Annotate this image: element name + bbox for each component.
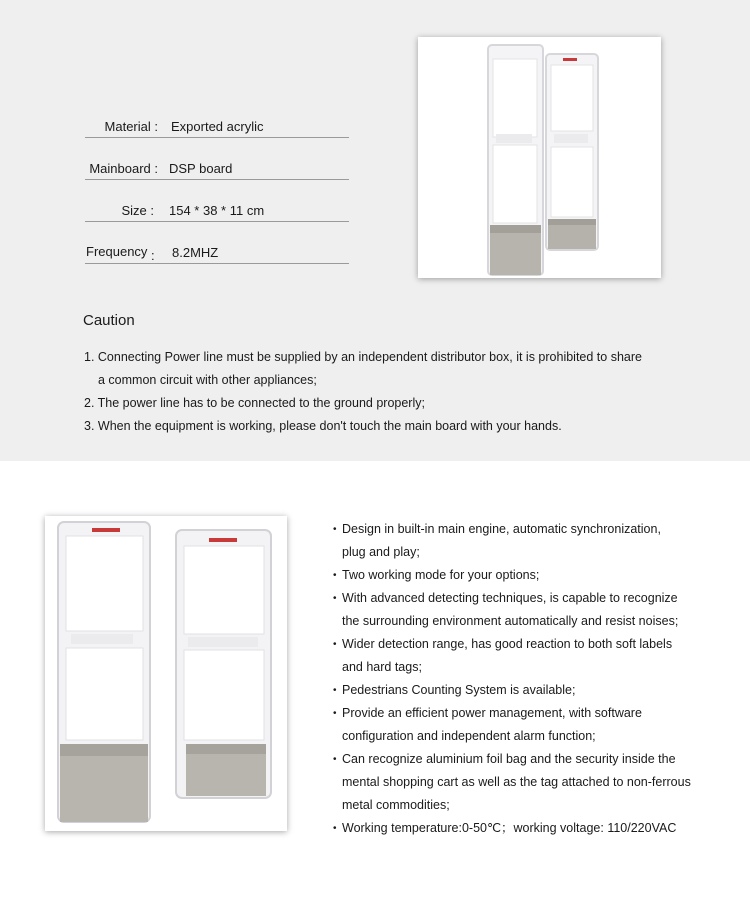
feature-item bbox=[333, 748, 743, 817]
spec-label: Mainboard : bbox=[89, 161, 158, 176]
spec-row-frequency bbox=[85, 221, 349, 264]
eas-gate-pair-illustration bbox=[45, 516, 287, 831]
feature-item bbox=[333, 587, 743, 633]
spec-label: Frequency bbox=[86, 244, 148, 259]
feature-item bbox=[333, 817, 743, 840]
spec-label: Material : bbox=[104, 119, 158, 134]
spec-value: Exported acrylic bbox=[171, 119, 264, 134]
feature-line: • Can recognize aluminium foil bag and the security inside the bbox=[342, 752, 676, 766]
feature-line: • Wider detection range, has good reaction to both soft labels bbox=[342, 637, 673, 651]
eas-gate-pair-illustration bbox=[418, 37, 661, 278]
feature-line: • Two working mode for your options; bbox=[342, 568, 540, 582]
spec-row-size bbox=[85, 179, 349, 222]
feature-item bbox=[333, 679, 743, 702]
product-photo-bottom bbox=[45, 516, 287, 831]
caution-item: 2. The power line has to be connected to the ground properly; bbox=[84, 396, 425, 410]
spec-row-material bbox=[85, 95, 349, 138]
spec-value: 8.2MHZ bbox=[172, 245, 219, 260]
feature-line: • Pedestrians Counting System is available; bbox=[342, 683, 576, 697]
feature-line: • Working temperature:0-50℃；working voltage: 110/220VAC bbox=[342, 821, 677, 835]
feature-line: metal commodities; bbox=[342, 798, 450, 812]
feature-item bbox=[333, 702, 743, 748]
feature-line: • Provide an efficient power management, with software bbox=[342, 706, 642, 720]
spec-colon: : bbox=[151, 248, 155, 263]
feature-item bbox=[333, 564, 743, 587]
caution-item-continued: a common circuit with other appliances; bbox=[98, 373, 317, 387]
caution-list bbox=[84, 346, 704, 438]
feature-line: configuration and independent alarm function; bbox=[342, 729, 596, 743]
feature-list bbox=[333, 518, 743, 840]
feature-item bbox=[333, 518, 743, 564]
caution-title: Caution bbox=[83, 312, 135, 329]
spec-label: Size : bbox=[121, 203, 154, 218]
spec-row-mainboard bbox=[85, 137, 349, 180]
feature-line: mental shopping cart as well as the tag attached to non-ferrous bbox=[342, 775, 691, 789]
spec-value: 154 * 38 * 11 cm bbox=[169, 203, 265, 218]
feature-line: the surrounding environment automatically and resist noises; bbox=[342, 614, 679, 628]
caution-item: 3. When the equipment is working, please don't touch the main board with your hands. bbox=[84, 419, 562, 433]
feature-line: and hard tags; bbox=[342, 660, 422, 674]
feature-line: • With advanced detecting techniques, is capable to recognize bbox=[342, 591, 678, 605]
feature-item bbox=[333, 633, 743, 679]
caution-item: 1. Connecting Power line must be supplied by an independent distributor box, it is prohibited to share bbox=[84, 350, 642, 364]
feature-line: • Design in built-in main engine, automatic synchronization, bbox=[342, 522, 661, 536]
product-photo-top bbox=[418, 37, 661, 278]
spec-value: DSP board bbox=[169, 161, 233, 176]
feature-line: plug and play; bbox=[342, 545, 420, 559]
